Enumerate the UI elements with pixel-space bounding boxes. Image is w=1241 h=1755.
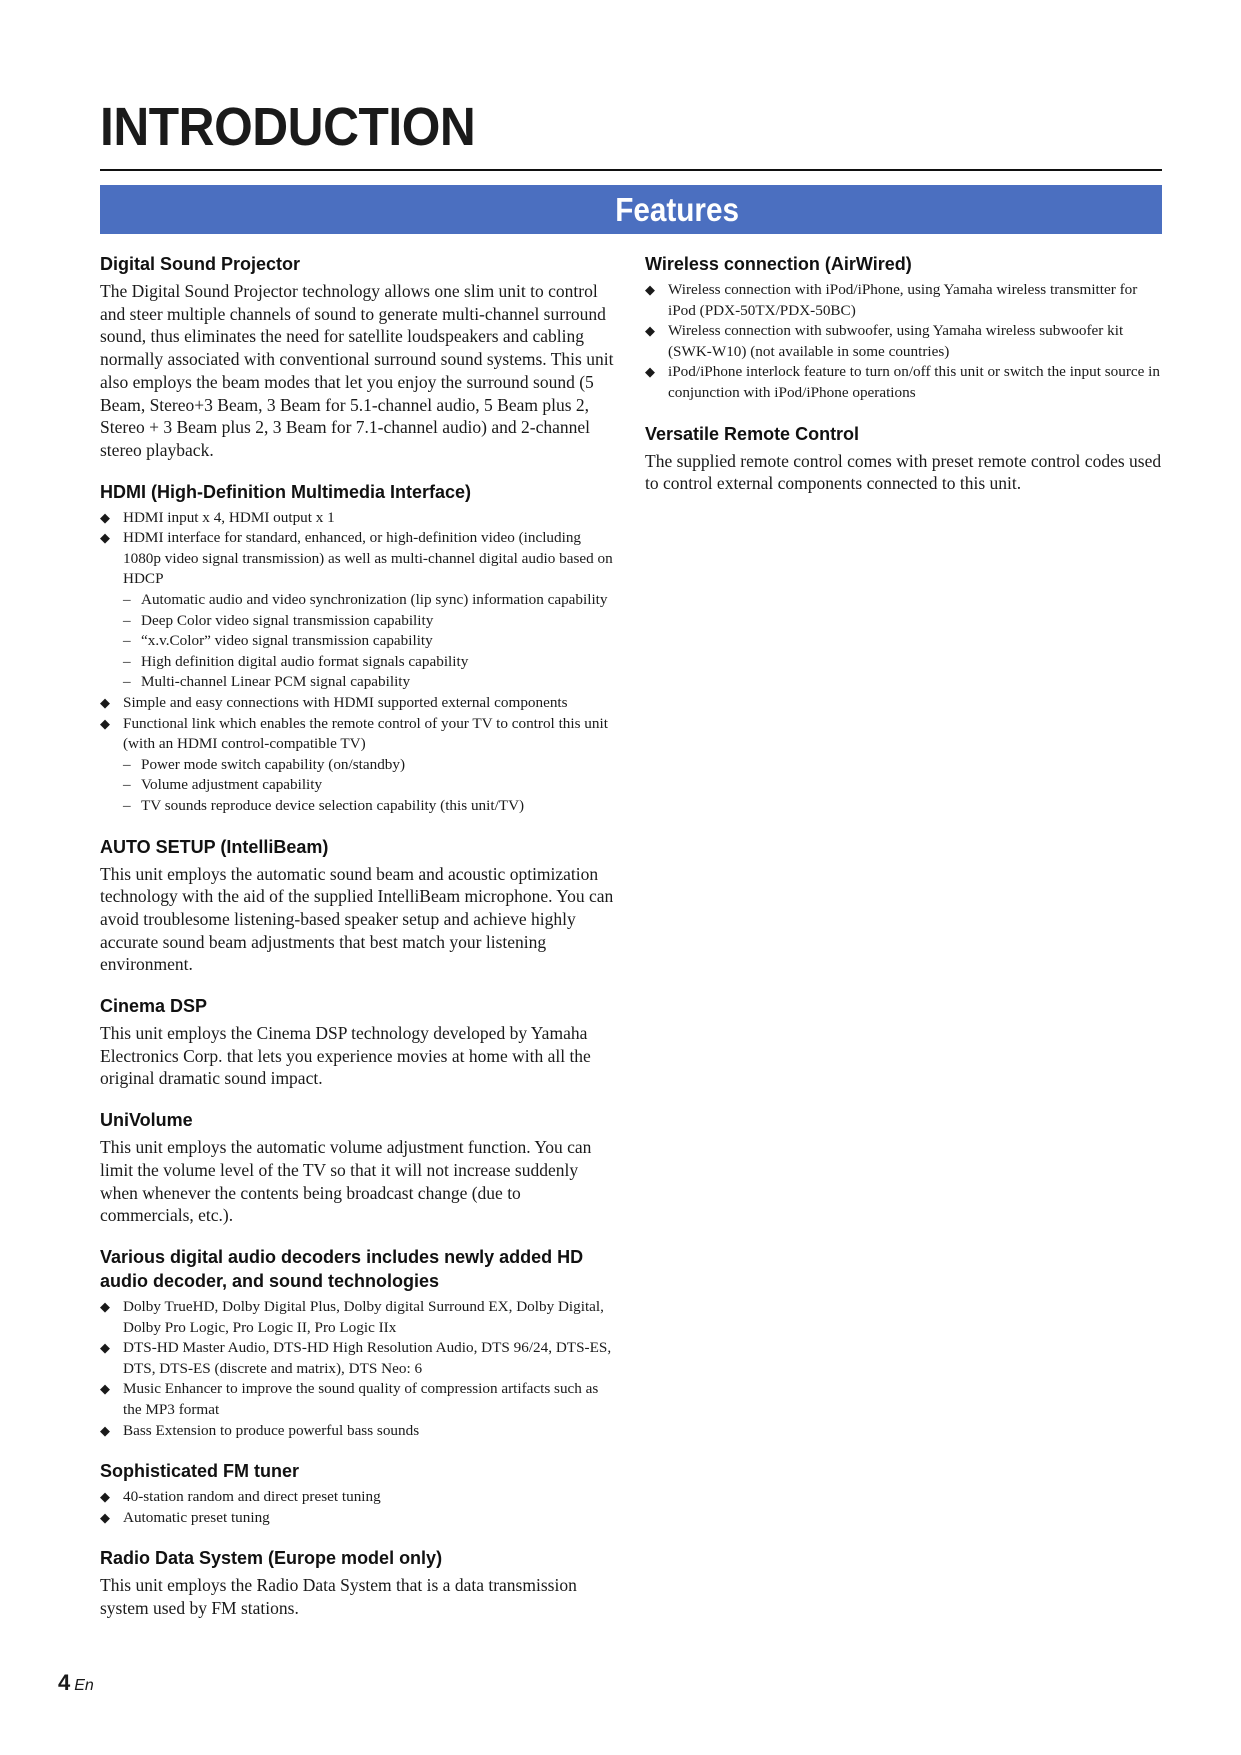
section-digital-sound-projector: [100, 252, 615, 462]
section-decoders: [100, 1245, 615, 1441]
section-body: This unit employs the Radio Data System that is a data transmission system used by FM stations.: [100, 1575, 577, 1619]
list-item-text: HDMI interface for standard, enhanced, or high-definition video (including 1080p video signal transmission) as well as multi-channel digital audio based on HDCP: [123, 529, 613, 588]
section-heading: Radio Data System (Europe model only): [100, 1548, 443, 1569]
section-heading: AUTO SETUP (IntelliBeam): [100, 836, 329, 857]
sub-item: – Multi-channel Linear PCM signal capability: [123, 672, 615, 693]
title-rule: [100, 169, 1162, 171]
section-auto-setup: [100, 835, 615, 977]
sub-item: – Automatic audio and video synchronization (lip sync) information capability: [123, 590, 615, 611]
list-item: ◆ Wireless connection with subwoofer, using Yamaha wireless subwoofer kit (SWK-W10) (not available in some countries): [645, 321, 1165, 362]
list-item: ◆ iPod/iPhone interlock feature to turn on/off this unit or switch the input source in conjunction with iPod/iPhone operations: [645, 362, 1165, 403]
list-item: ◆ Automatic preset tuning: [100, 1508, 615, 1529]
page-title: INTRODUCTION: [100, 97, 476, 157]
list-item: ◆ Music Enhancer to improve the sound quality of compression artifacts such as the MP3 format: [100, 1379, 615, 1420]
right-column: [645, 252, 1165, 513]
sub-item: – “x.v.Color” video signal transmission capability: [123, 631, 615, 652]
section-body: This unit employs the automatic sound beam and acoustic optimization technology with the aid of the supplied IntelliBeam microphone. You can avoid troublesome listening-based speaker setup and achieve highly accurate sound beam adjustments that best match your listening environment.: [100, 863, 614, 975]
section-remote: [645, 422, 1165, 495]
list-item: ◆ Dolby TrueHD, Dolby Digital Plus, Dolby digital Surround EX, Dolby Digital, Dolby Pro Logic, Pro Logic II, Pro Logic IIx: [100, 1297, 615, 1338]
section-univolume: [100, 1108, 615, 1227]
sub-list: [123, 590, 615, 693]
sub-item: – TV sounds reproduce device selection capability (this unit/TV): [123, 796, 615, 817]
section-cinema-dsp: [100, 994, 615, 1090]
section-heading: Wireless connection (AirWired): [645, 254, 912, 274]
list-item: ◆ Wireless connection with iPod/iPhone, using Yamaha wireless transmitter for iPod (PDX-50TX/PDX-50BC): [645, 280, 1165, 321]
section-heading: HDMI (High-Definition Multimedia Interface): [100, 481, 471, 502]
section-fm-tuner: [100, 1459, 615, 1528]
list-item: ◆ DTS-HD Master Audio, DTS-HD High Resolution Audio, DTS 96/24, DTS-ES, DTS, DTS-ES (discrete and matrix), DTS Neo: 6: [100, 1338, 615, 1379]
sub-item: – High definition digital audio format signals capability: [123, 652, 615, 673]
bullet-list: [100, 1297, 615, 1441]
section-heading: UniVolume: [100, 1110, 193, 1131]
list-item: ◆ Simple and easy connections with HDMI supported external components: [100, 693, 615, 714]
section-body: The supplied remote control comes with preset remote control codes used to control external components connected to this unit.: [645, 450, 1162, 494]
section-body: The Digital Sound Projector technology allows one slim unit to control and steer multiple channels of sound to generate multi-channel surround sound, thus eliminates the need for satellite loudspeakers and cabling normally associated with conventional surround sound systems. This unit also employs the beam modes that let you enjoy the surround sound (5 Beam, Stereo+3 Beam, 3 Beam for 5.1-channel audio, 5 Beam plus 2, Stereo + 3 Beam plus 2, 3 Beam for 7.1-channel audio) and 2-channel stereo playback.: [100, 281, 614, 460]
left-column: [100, 252, 615, 1638]
section-heading: Sophisticated FM tuner: [100, 1461, 300, 1482]
bullet-list: [100, 693, 615, 755]
section-heading: Digital Sound Projector: [100, 254, 301, 274]
page-number-value: 4: [58, 1670, 71, 1695]
list-item: ◆ 40-station random and direct preset tuning: [100, 1487, 615, 1508]
list-item: ◆ HDMI input x 4, HDMI output x 1: [100, 508, 615, 529]
section-rds: [100, 1546, 615, 1619]
page-language: En: [74, 1677, 94, 1694]
section-body: This unit employs the Cinema DSP technology developed by Yamaha Electronics Corp. that lets you experience movies at home with all the original dramatic sound impact.: [100, 1023, 591, 1089]
list-item: [100, 528, 615, 590]
section-heading: Versatile Remote Control: [645, 423, 860, 444]
bullet-list: [100, 508, 615, 590]
section-body: This unit employs the automatic volume adjustment function. You can limit the volume level of the TV so that it will not increase suddenly when whenever the contents being broadcast change (due to commercials, etc.).: [100, 1137, 592, 1226]
sub-item: – Deep Color video signal transmission capability: [123, 611, 615, 632]
sub-list: [123, 755, 615, 817]
section-wireless: [645, 252, 1165, 404]
sub-item: – Power mode switch capability (on/standby): [123, 755, 615, 776]
bullet-list: [100, 1487, 615, 1528]
page-number: [58, 1670, 94, 1696]
section-hdmi: [100, 480, 615, 817]
section-heading: Various digital audio decoders includes newly added HD audio decoder, and sound technologies: [100, 1246, 584, 1291]
sub-item: – Volume adjustment capability: [123, 775, 615, 796]
list-item: ◆ Bass Extension to produce powerful bass sounds: [100, 1421, 615, 1442]
section-heading: Cinema DSP: [100, 996, 208, 1017]
bullet-list: [645, 280, 1165, 404]
features-banner: [100, 185, 1162, 234]
features-label: Features: [615, 191, 739, 228]
list-item: ◆ Functional link which enables the remote control of your TV to control this unit (with an HDMI control-compatible TV): [100, 714, 615, 755]
